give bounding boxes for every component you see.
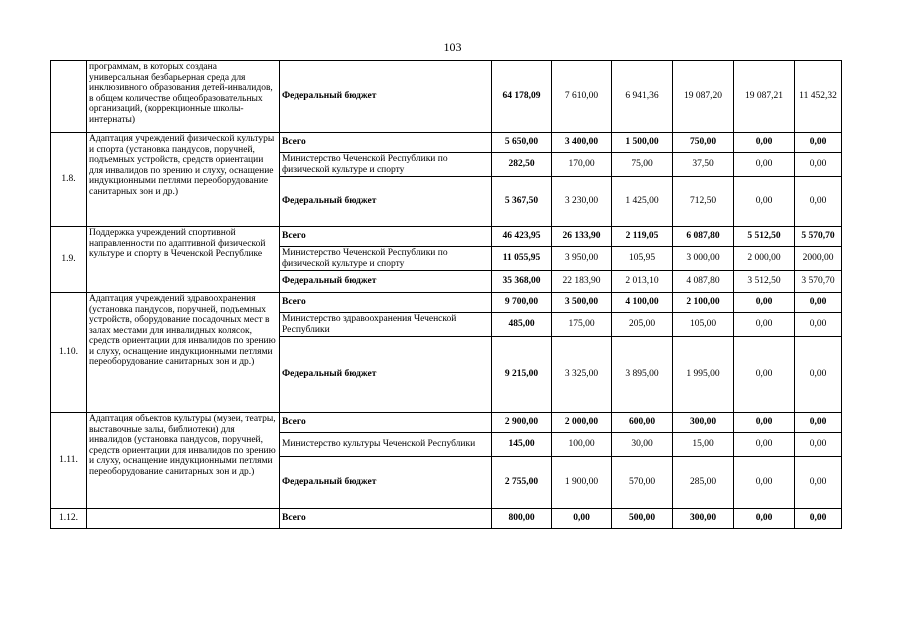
year-value-cell: 1 900,00 [552,457,612,509]
year-value-cell: 0,00 [734,177,795,227]
table-row [51,133,842,153]
year-value-cell: 2 119,05 [612,227,673,247]
year-value-cell: 3 230,00 [552,177,612,227]
item-number-cell: 1.8. [51,133,87,227]
year-value-cell: 2 013,10 [612,271,673,293]
year-value-cell: 5 570,70 [795,227,842,247]
year-value-cell: 6 941,36 [612,61,673,133]
item-description-cell: Адаптация объектов культуры (музеи, театры, выставочные залы, библиотеки) для инвалидов (установка пандусов, поручней, средств ориентации для инвалидов по зрению и слуху, оснащение индукционными петлями переоборудование санитарных зон и др.) [87,413,280,509]
year-value-cell: 2 100,00 [673,293,734,313]
year-value-cell: 0,00 [795,509,842,529]
year-value-cell: 0,00 [734,457,795,509]
year-value-cell: 0,00 [734,133,795,153]
table-row [51,227,842,247]
year-value-cell: 15,00 [673,433,734,457]
total-value-cell: 282,50 [492,153,552,177]
year-value-cell: 3 512,50 [734,271,795,293]
total-value-cell: 11 055,95 [492,247,552,271]
year-value-cell: 0,00 [734,293,795,313]
funding-source-cell: Всего [280,413,492,433]
funding-source-cell: Всего [280,133,492,153]
year-value-cell: 3 000,00 [673,247,734,271]
year-value-cell: 3 400,00 [552,133,612,153]
year-value-cell: 0,00 [795,413,842,433]
year-value-cell: 0,00 [734,337,795,413]
item-description-cell: программам, в которых создана универсальная безбарьерная среда для инклюзивного образования детей-инвалидов, в общем количестве общеобразовательных организаций, (коррекционные школы-интернаты) [87,61,280,133]
item-description-cell: Адаптация учреждений здравоохранения (установка пандусов, поручней, подъемных устройств, оборудование посадочных мест в залах местами для инвалидных колясок, средств ориентации для инвалидов по зрению и слуху, оснащение индукционными петлями переоборудование санитарных зон и др.) [87,293,280,413]
year-value-cell: 0,00 [795,433,842,457]
year-value-cell: 19 087,20 [673,61,734,133]
table-row [51,413,842,433]
item-number-cell: 1.9. [51,227,87,293]
funding-source-cell: Министерство здравоохранения Чеченской Республики [280,313,492,337]
total-value-cell: 800,00 [492,509,552,529]
total-value-cell: 5 650,00 [492,133,552,153]
year-value-cell: 0,00 [734,153,795,177]
year-value-cell: 0,00 [552,509,612,529]
funding-source-cell: Министерство Чеченской Республики по физической культуре и спорту [280,247,492,271]
total-value-cell: 145,00 [492,433,552,457]
year-value-cell: 712,50 [673,177,734,227]
item-number-cell: 1.12. [51,509,87,529]
table-row [51,61,842,133]
funding-source-cell: Всего [280,293,492,313]
budget-table [50,60,842,529]
item-description-cell: Поддержка учреждений спортивной направленности по адаптивной физической культуре и спорту в Чеченской Республике [87,227,280,293]
funding-source-cell: Всего [280,227,492,247]
total-value-cell: 2 755,00 [492,457,552,509]
year-value-cell: 300,00 [673,413,734,433]
year-value-cell: 4 100,00 [612,293,673,313]
year-value-cell: 170,00 [552,153,612,177]
year-value-cell: 750,00 [673,133,734,153]
year-value-cell: 1 995,00 [673,337,734,413]
year-value-cell: 75,00 [612,153,673,177]
year-value-cell: 26 133,90 [552,227,612,247]
year-value-cell: 3 500,00 [552,293,612,313]
year-value-cell: 3 570,70 [795,271,842,293]
year-value-cell: 11 452,32 [795,61,842,133]
year-value-cell: 0,00 [734,313,795,337]
item-number-cell [51,61,87,133]
total-value-cell: 35 368,00 [492,271,552,293]
year-value-cell: 19 087,21 [734,61,795,133]
year-value-cell: 0,00 [795,153,842,177]
year-value-cell: 5 512,50 [734,227,795,247]
table-row [51,293,842,313]
year-value-cell: 37,50 [673,153,734,177]
year-value-cell: 0,00 [795,177,842,227]
year-value-cell: 30,00 [612,433,673,457]
year-value-cell: 2 000,00 [734,247,795,271]
year-value-cell: 3 950,00 [552,247,612,271]
total-value-cell: 64 178,09 [492,61,552,133]
year-value-cell: 4 087,80 [673,271,734,293]
item-number-cell: 1.11. [51,413,87,509]
year-value-cell: 6 087,80 [673,227,734,247]
year-value-cell: 3 895,00 [612,337,673,413]
year-value-cell: 0,00 [795,133,842,153]
total-value-cell: 9 215,00 [492,337,552,413]
funding-source-cell: Федеральный бюджет [280,337,492,413]
funding-source-cell: Министерство Чеченской Республики по физической культуре и спорту [280,153,492,177]
year-value-cell: 0,00 [734,509,795,529]
year-value-cell: 500,00 [612,509,673,529]
total-value-cell: 2 900,00 [492,413,552,433]
funding-source-cell: Министерство культуры Чеченской Республики [280,433,492,457]
funding-source-cell: Федеральный бюджет [280,271,492,293]
year-value-cell: 600,00 [612,413,673,433]
funding-source-cell: Всего [280,509,492,529]
year-value-cell: 2000,00 [795,247,842,271]
total-value-cell: 5 367,50 [492,177,552,227]
item-description-cell [87,509,280,529]
year-value-cell: 2 000,00 [552,413,612,433]
year-value-cell: 1 425,00 [612,177,673,227]
year-value-cell: 300,00 [673,509,734,529]
item-description-cell: Адаптация учреждений физической культуры и спорта (установка пандусов, поручней, подъемных устройств, средств ориентации для инвалидов по зрению и слуху, оснащение индукционными петлями переоборудование санитарных зон и др.) [87,133,280,227]
page-number: 103 [443,40,462,54]
item-number-cell: 1.10. [51,293,87,413]
year-value-cell: 1 500,00 [612,133,673,153]
year-value-cell: 0,00 [734,413,795,433]
year-value-cell: 0,00 [734,433,795,457]
year-value-cell: 0,00 [795,293,842,313]
year-value-cell: 570,00 [612,457,673,509]
year-value-cell: 175,00 [552,313,612,337]
year-value-cell: 0,00 [795,313,842,337]
total-value-cell: 9 700,00 [492,293,552,313]
funding-source-cell: Федеральный бюджет [280,61,492,133]
funding-source-cell: Федеральный бюджет [280,457,492,509]
total-value-cell: 485,00 [492,313,552,337]
year-value-cell: 22 183,90 [552,271,612,293]
year-value-cell: 105,95 [612,247,673,271]
total-value-cell: 46 423,95 [492,227,552,247]
year-value-cell: 3 325,00 [552,337,612,413]
year-value-cell: 205,00 [612,313,673,337]
year-value-cell: 0,00 [795,337,842,413]
year-value-cell: 7 610,00 [552,61,612,133]
year-value-cell: 285,00 [673,457,734,509]
year-value-cell: 105,00 [673,313,734,337]
funding-source-cell: Федеральный бюджет [280,177,492,227]
year-value-cell: 100,00 [552,433,612,457]
table-row [51,509,842,529]
year-value-cell: 0,00 [795,457,842,509]
